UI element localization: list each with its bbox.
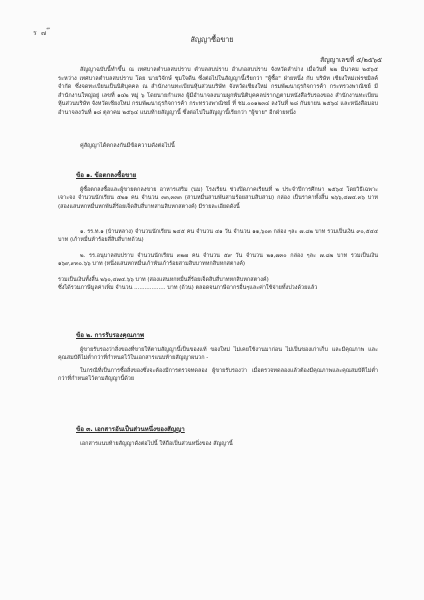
clause2-p2: ในกรณีที่เป็นการซื้อสิ่งของซึ่งจะต้องมีการตรวจทดลอง ผู้ขายรับรองว่า เมื่อตรวจทดลองแล้วต้องมีคุณภาพและคุณสมบัติไม่ต่ำกว่าที่กำหนดไว้ตามสัญญานี้ด้วย	[58, 367, 378, 383]
item1-text: ๑. รร.ท.๑ (บ้านหลาง) จำนวนนักเรียน ๒๔๕ คน จำนวน ๔๑ วัน จำนวน ๑๑,๖๐๓ กล่อง ๆละ ๗.๘๒ บาท รวมเป็นเงิน ๙๐,๕๔๔ บาท (เก้าหมื่นห้าร้อยสี่สิบสี่บาทถ้วน)	[58, 229, 378, 244]
preamble-text: สัญญาฉบับนี้ทำขึ้น ณ เทศบาลตำบลสบปราบ ตำบลสบปราบ อำเภอสบปราบ จังหวัดลำปาง เมื่อวันที่ ๒๒ มีนาคม ๒๕๖๕ ระหว่าง เทศบาลตำบลสบปราบ โดย นายวิจักษ์ ชุมใจดีน ซึ่งต่อไปในสัญญานี้เรียกว่า "ผู้ซื้อ" ฝ่ายหนึ่ง กับ บริษัท เชียงใหม่เฟรชมิลค์ จำกัด ซึ่งจดทะเบียนเป็นนิติบุคคล ณ สำนักงานทะเบียนหุ้นส่วนบริษัท จังหวัดเชียงใหม่ กรมพัฒนาธุรกิจการค้า กระทรวงพาณิชย์ มีสำนักงานใหญ่อยู่ เลขที่ ๑๔๒ หมู่ ๖ โดยนายกำแหง ผู้มีอำนาจลงนามผูกพันนิติบุคคลปรากฏตามหนังสือรับรองของ สำนักงานทะเบียนหุ้นส่วนบริษัท จังหวัดเชียงใหม่ กรมพัฒนาธุรกิจการค้า กระทรวงพาณิชย์ ที่ ชม.๐๐๑๒๓๔ ลงวันที่ ๒๘ กันยายน ๒๕๖๔ และหนังสือมอบอำนาจลงวันที่ ๑๘ ตุลาคม ๒๕๖๔ แนบท้ายสัญญานี้ ซึ่งต่อไปในสัญญานี้เรียกว่า "ผู้ขาย" อีกฝ่ายหนึ่ง	[58, 67, 378, 116]
item2-block	[58, 252, 378, 269]
tax-line: ซึ่งได้รวมภาษีมูลค่าเพิ่ม จำนวน .................. บาท (ถ้วน) ตลอดจนภาษีอากรอื่นๆและค่าใช้จ่ายทั้งปวงด้วยแล้ว	[58, 285, 318, 292]
corner-mark: ร ๗ ๊	[33, 29, 51, 37]
clause3-block	[58, 440, 378, 448]
total-block	[58, 276, 378, 293]
item2-text: ๒. รร.อนุบาลสบปราบ จำนวนนักเรียน ๓๒๗ คน จำนวน ๕๙ วัน จำนวน ๒๑,๗๓๐ กล่อง ๆละ ๗.๘๒ บาท รวมเป็นเงิน ๑๖๙,๙๓๐.๖๖ บาท (หนึ่งแสนหกหมื่นเก้าพันเก้าร้อยสามสิบบาทหกสิบหกสตางค์)	[58, 253, 378, 268]
clause1-heading	[76, 170, 136, 180]
total-text: รวมเป็นเงินทั้งสิ้น ๒๖๐,๔๗๔.๖๖ บาท (สองแสนหกหมื่นสี่ร้อยเจ็ดสิบสี่บาทหกสิบหกสตางค์)	[58, 277, 269, 283]
contract-number: สัญญาเลขที่ ๕/๒๕๖๕	[320, 56, 382, 64]
clause1-body: ผู้ซื้อตกลงซื้อและผู้ขายตกลงขาย อาหารเสริม (นม) โรงเรียน ช่วงปิดภาคเรียนที่ ๒ ประจำปีการศึกษา ๒๕๖๔ โดยวิธีเฉพาะเจาะจง จำนวนนักเรียน ๕๒๑ คน จำนวน ๓๓,๓๓๓ (สามหมื่นสามพันสามร้อยสามสิบสาม) กล่อง เป็นราคาทั้งสิ้น ๒๖๖,๔๗๔.๓๖ บาท (สองแสนหกหมื่นหกพันสี่ร้อยเจ็ดสิบสี่บาทสามสิบหกสตางค์) มีรายละเอียดดังนี้	[58, 187, 378, 210]
clause2-p1: ผู้ขายรับรองว่าสิ่งของที่ขายให้ตามสัญญานี้เป็นของแท้ ของใหม่ ไม่เคยใช้งานมาก่อน ไม่เป็นของเก่าเก็บ และมีคุณภาพ และคุณสมบัติไม่ต่ำกว่าที่กำหนดไว้ในเอกสารแนบท้ายสัญญาผนวก -	[58, 347, 378, 362]
agreement-text: คู่สัญญาได้ตกลงกันมีข้อความดังต่อไปนี้	[80, 143, 175, 149]
clause3-p1: เอกสารแนบท้ายสัญญาดังต่อไปนี้ ให้ถือเป็นส่วนหนึ่งของ สัญญานี้	[80, 441, 233, 447]
clause2-block	[58, 346, 378, 384]
document-title: สัญญาซื้อขาย	[190, 35, 234, 44]
clause3-heading	[76, 424, 185, 434]
item1-block	[58, 228, 378, 245]
clause2-title: ข้อ ๒. การรับรองคุณภาพ	[76, 332, 145, 339]
clause3-title: ข้อ ๓. เอกสารอันเป็นส่วนหนึ่งของสัญญา	[76, 426, 185, 433]
clause1-body-block	[58, 186, 378, 211]
clause1-title: ข้อ ๑. ข้อตกลงซื้อขาย	[76, 172, 137, 179]
preamble-block	[58, 66, 378, 118]
clause2-heading	[76, 330, 144, 340]
agreement-block	[58, 142, 378, 151]
